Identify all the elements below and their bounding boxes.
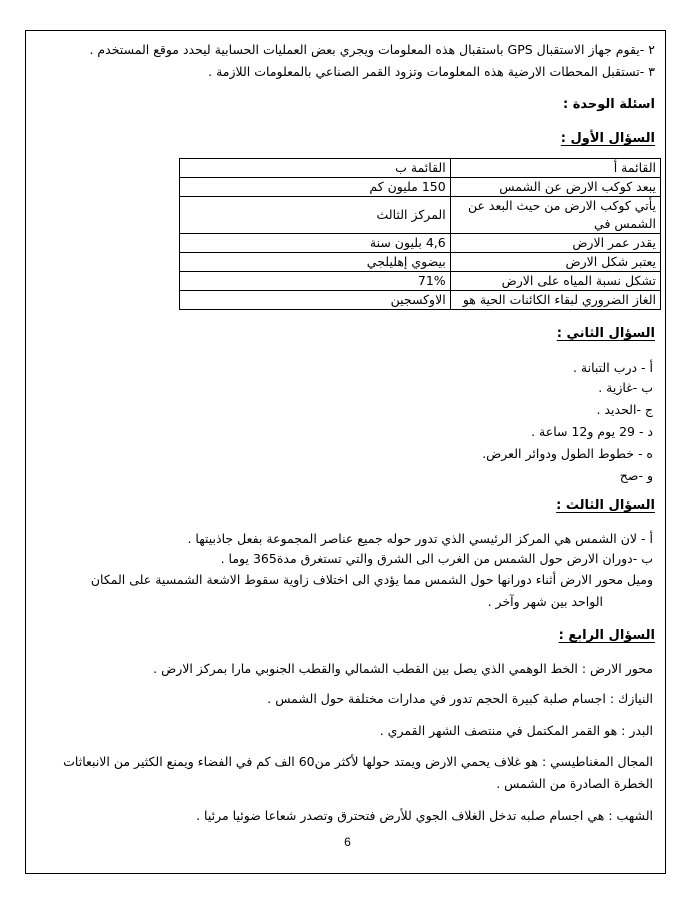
table-cell-b: 4,6 بليون سنة [180,234,451,253]
document-page [30,34,663,874]
table-header-b: القائمة ب [180,159,451,178]
table-row [180,178,661,197]
table-row [180,291,661,310]
intro-line-2: ٢ -يقوم جهاز الاستقبال GPS باستقبال هذه المعلومات ويجري بعض العمليات الحسابية ليحدد موقع المستخدم . [89,42,655,57]
table-row [180,197,661,234]
table-row [180,234,661,253]
table-cell-a: يعتبر شكل الارض [450,253,660,272]
q4-definition: محور الارض : الخط الوهمي الذي يصل بين القطب الشمالي والقطب الجنوبي مارا بمركز الارض . [153,661,653,676]
q2-answer: ه - خطوط الطول ودوائر العرض. [482,446,653,461]
q4-definition: الشهب : هي اجسام صلبه تدخل الغلاف الجوي للأرض فتحترق وتصدر شعاعا ضوئيا مرئيا . [196,808,653,823]
table-row [180,272,661,291]
q3-heading: السؤال الثالث : [556,498,655,513]
q3-answer: أ - لان الشمس هي المركز الرئيسي الذي تدور حوله جميع عناصر المجموعة بفعل جاذبيتها . [187,531,653,546]
q3-answer: ب -دوران الارض حول الشمس من الغرب الى الشرق والتي تستغرق مدة365 يوما . [220,551,653,566]
unit-questions-heading: اسئلة الوحدة : [562,97,655,112]
q4-heading: السؤال الرابع : [558,628,655,643]
q4-definition: النيازك : اجسام صلبة كبيرة الحجم تدور في مدارات مختلفة حول الشمس . [267,691,653,706]
table-header-a: القائمة أ [450,159,660,178]
table-header-row [180,159,661,178]
table-cell-a: يبعد كوكب الارض عن الشمس [450,178,660,197]
table-cell-b: 150 مليون كم [180,178,451,197]
table-cell-b: المركز الثالث [180,197,451,234]
q2-answer: ب -غازية . [598,380,653,395]
q4-definition: الخطرة الصادرة من الشمس . [496,776,653,791]
table-cell-a: يقدر عمر الارض [450,234,660,253]
q4-definition: البدر : هو القمر المكتمل في منتصف الشهر القمري . [379,723,653,738]
intro-line-3: ٣ -تستقبل المحطات الارضية هذه المعلومات وتزود القمر الصناعي بالمعلومات اللازمة . [208,64,655,79]
q2-answer: د - 29 يوم و12 ساعة . [531,424,653,439]
matching-table [179,158,661,310]
q2-answer: ج -الحديد . [596,402,653,417]
table-cell-b: بيضوي إهليلجي [180,253,451,272]
table-row [180,253,661,272]
table-cell-b: 71% [180,272,451,291]
q2-answer: أ - درب التبانة . [572,360,653,375]
table-cell-b: الاوكسجين [180,291,451,310]
q1-heading: السؤال الأول : [560,131,655,146]
table-cell-a: تشكل نسبة المياه على الارض [450,272,660,291]
table-cell-a: يأتي كوكب الارض من حيث البعد عن الشمس في [450,197,660,234]
q4-definition: المجال المغناطيسي : هو غلاف يحمي الارض ويمتد حولها لأكثر من60 الف كم في الفضاء ويمنع الكثير من الانبعاثات [63,754,653,769]
q2-answer: و -صح [619,468,653,483]
q2-heading: السؤال الثاني : [556,326,655,341]
q3-answer: وميل محور الارض أثناء دورانها حول الشمس مما يؤدي الى اختلاف زاوية سقوط الاشعة الشمسية على المكان [90,572,653,587]
page-number: 6 [344,835,351,849]
table-cell-a: الغاز الضروري لبقاء الكائنات الحية هو [450,291,660,310]
q3-answer: الواحد بين شهر وآخر . [487,594,603,609]
